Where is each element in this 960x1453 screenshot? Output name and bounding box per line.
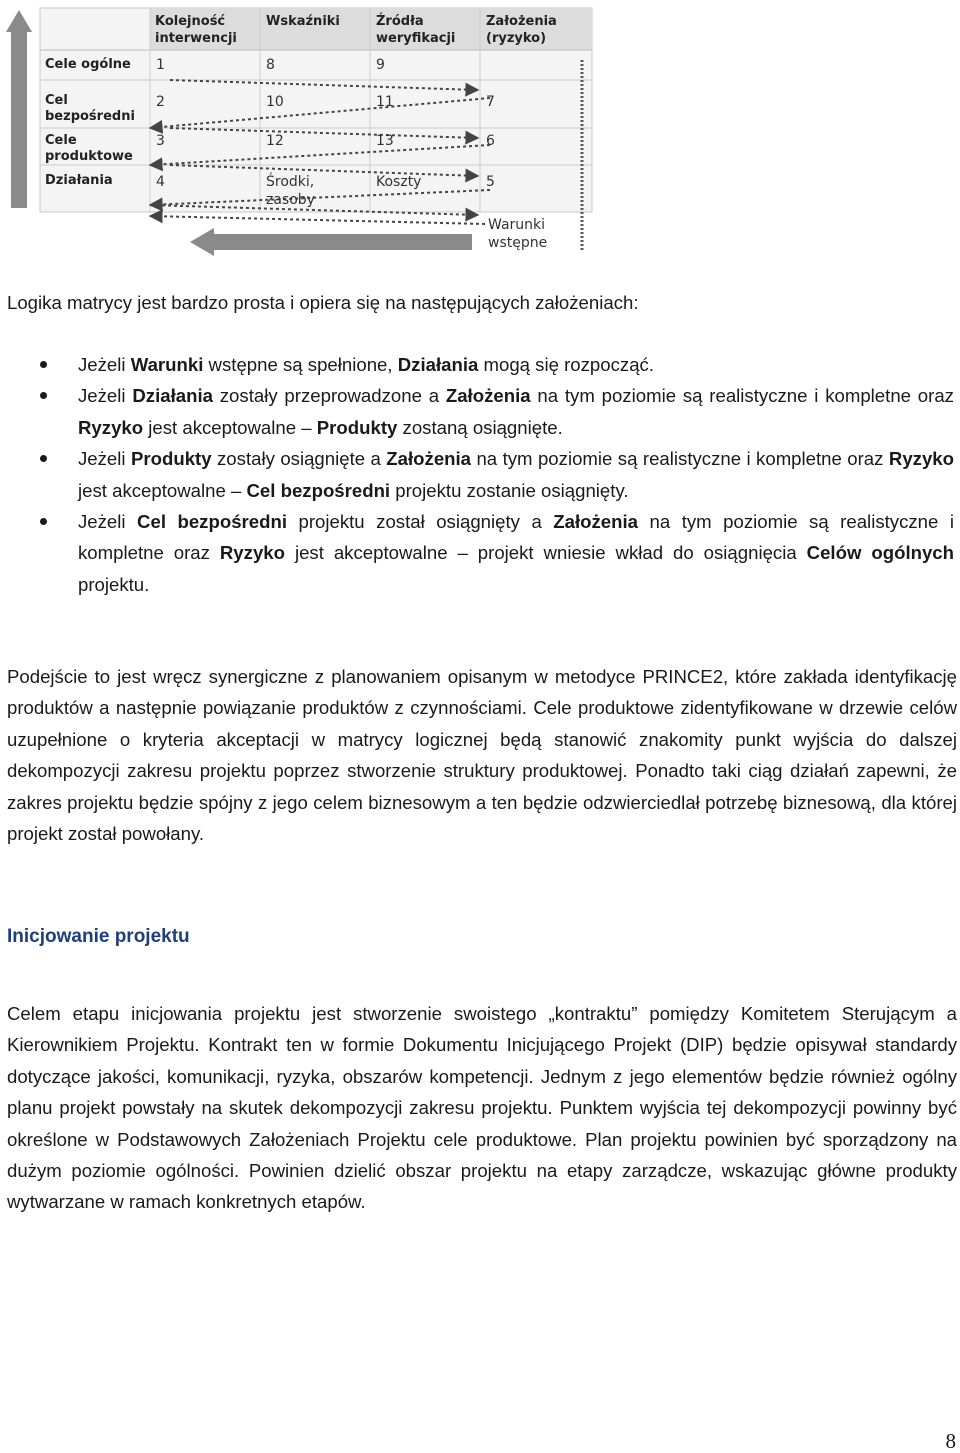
text-segment: jest akceptowalne – xyxy=(143,416,317,438)
text-segment: projektu zostanie osiągnięty. xyxy=(390,479,629,501)
bold-term: Produkty xyxy=(130,448,212,470)
intro-paragraph: Logika matrycy jest bardzo prosta i opiera się na następujących założeniach: xyxy=(7,292,639,313)
cell: 8 xyxy=(266,57,275,73)
header-order-line2: interwencji xyxy=(155,31,237,46)
page-number: 8 xyxy=(945,1429,956,1453)
bold-term: Produkty xyxy=(316,416,398,438)
cell: 11 xyxy=(376,94,394,110)
text-segment: zostały przeprowadzone a xyxy=(212,385,446,407)
arrow-left-shaft xyxy=(210,234,472,250)
cell: 5 xyxy=(486,174,495,190)
bold-term: Działania xyxy=(397,354,479,375)
row-label-outputs-line2: produktowe xyxy=(45,149,133,164)
header-order-line1: Kolejność xyxy=(155,14,226,29)
text-segment: zostaną osiągnięte. xyxy=(397,416,563,438)
conditions-line2: wstępne xyxy=(488,235,548,251)
header-sources-line1: Źródła xyxy=(376,14,424,29)
text-segment: mogą się rozpocząć. xyxy=(478,354,655,375)
cell: 12 xyxy=(266,133,284,149)
arrow-left-icon xyxy=(190,228,214,256)
bold-term: Celów ogólnych xyxy=(806,542,955,564)
text-segment: Jeżeli xyxy=(78,385,133,407)
cell: 6 xyxy=(486,133,495,149)
text-segment: Jeżeli xyxy=(78,448,131,470)
logframe-diagram xyxy=(0,0,600,262)
header-assumptions-line2: (ryzyko) xyxy=(486,31,547,46)
bold-term: Ryzyko xyxy=(78,416,144,438)
cell: 9 xyxy=(376,57,385,73)
header-sources-line2: weryfikacji xyxy=(376,31,456,46)
bold-term: Ryzyko xyxy=(219,542,285,564)
cell: 2 xyxy=(156,94,165,110)
bold-term: Ryzyko xyxy=(888,448,954,470)
bold-term: Założenia xyxy=(445,385,531,407)
cell: 3 xyxy=(156,133,165,149)
cell: 4 xyxy=(156,174,165,190)
text-segment: na tym poziomie są realistyczne i kompletne oraz xyxy=(471,448,889,470)
cell: 10 xyxy=(266,94,284,110)
row-label-specific-line1: Cel xyxy=(45,93,68,108)
text-segment: projektu został osiągnięty a xyxy=(287,511,554,533)
text-segment: jest akceptowalne – xyxy=(78,479,247,501)
arrow-up-icon xyxy=(6,10,32,32)
bold-term: Założenia xyxy=(386,448,472,470)
bold-term: Cel bezpośredni xyxy=(137,511,287,533)
text-segment: Jeżeli xyxy=(78,354,131,375)
list-item xyxy=(0,380,960,443)
text-segment: Jeżeli xyxy=(78,511,138,533)
header-indicators: Wskaźniki xyxy=(266,14,340,29)
cell: Środki, xyxy=(266,174,315,190)
initiation-paragraph: Celem etapu inicjowania projektu jest stworzenie swoistego „kontraktu” pomiędzy Komitetem Sterującym a Kierownikiem Projektu. Kontrakt ten w formie Dokumentu Inicjującego Projekt (DIP) będzie opisywał standardy dotyczące jakości, komunikacji, ryzyka, obszarów kompetencji. Jednym z jego elementów będzie również ogólny planu projekt powstały na skutek dekompozycji zakresu projektu. Punktem wyjścia tej dekompozycji powinny być określone w Podstawowych Założeniach Projektu cele produktowe. Plan projektu powinien być sporządzony na dużym poziomie ogólności. Powinien dzielić obszar projektu na etapy zarządcze, wskazując główne produkty wytwarzane w ramach konkretnych etapów. xyxy=(7,1003,957,1213)
row-label-overall: Cele ogólne xyxy=(45,57,131,72)
prince2-paragraph: Podejście to jest wręcz synergiczne z planowaniem opisanym w metodyce PRINCE2, które zakłada identyfikację produktów a następnie powiązanie produktów z czynnościami. Cele produktowe zidentyfikowane w drzewie celów uzupełnione o kryteria akceptacji w matrycy logicznej będą stanowić znakomity punkt wyjścia do dalszej dekompozycji zakresu projektu poprzez stworzenie struktury produktowej. Ponadto taki ciąg działań zapewni, że zakres projektu będzie spójny z jego celem biznesowym a ten będzie odzwierciedlał potrzebę biznesową, dla której projekt został powołany. xyxy=(7,666,957,845)
text-segment: wstępne są spełnione, xyxy=(203,354,398,375)
row-label-specific-line2: bezpośredni xyxy=(45,109,135,124)
header-assumptions-line1: Założenia xyxy=(486,14,557,29)
section-heading: Inicjowanie projektu xyxy=(7,926,190,947)
cell: 1 xyxy=(156,57,165,73)
conditions-line1: Warunki xyxy=(488,217,546,233)
bold-term: Założenia xyxy=(553,511,639,533)
text-segment: projektu. xyxy=(78,573,150,595)
text-segment: jest akceptowalne – projekt wniesie wkład do osiągnięcia xyxy=(284,542,807,564)
cell: 13 xyxy=(376,133,394,149)
assumptions-list xyxy=(0,349,960,600)
list-item xyxy=(0,349,960,380)
cell-resources-line2: zasoby xyxy=(266,192,315,208)
list-item xyxy=(0,506,960,600)
bold-term: Działania xyxy=(132,385,213,407)
bold-term: Warunki xyxy=(130,354,204,375)
arrow-up-shaft xyxy=(11,30,27,208)
text-segment: zostały osiągnięte a xyxy=(211,448,387,470)
list-item xyxy=(0,443,960,506)
text-segment: na tym poziomie są realistyczne i kompletne oraz xyxy=(530,385,954,407)
bold-term: Cel bezpośredni xyxy=(246,479,391,501)
row-label-activities: Działania xyxy=(45,173,113,188)
text-segment: na tym poziomie są realistyczne i kompletne oraz xyxy=(78,511,954,564)
cell: 7 xyxy=(486,94,495,110)
cell: Koszty xyxy=(376,174,422,190)
row-label-outputs-line1: Cele xyxy=(45,133,77,148)
